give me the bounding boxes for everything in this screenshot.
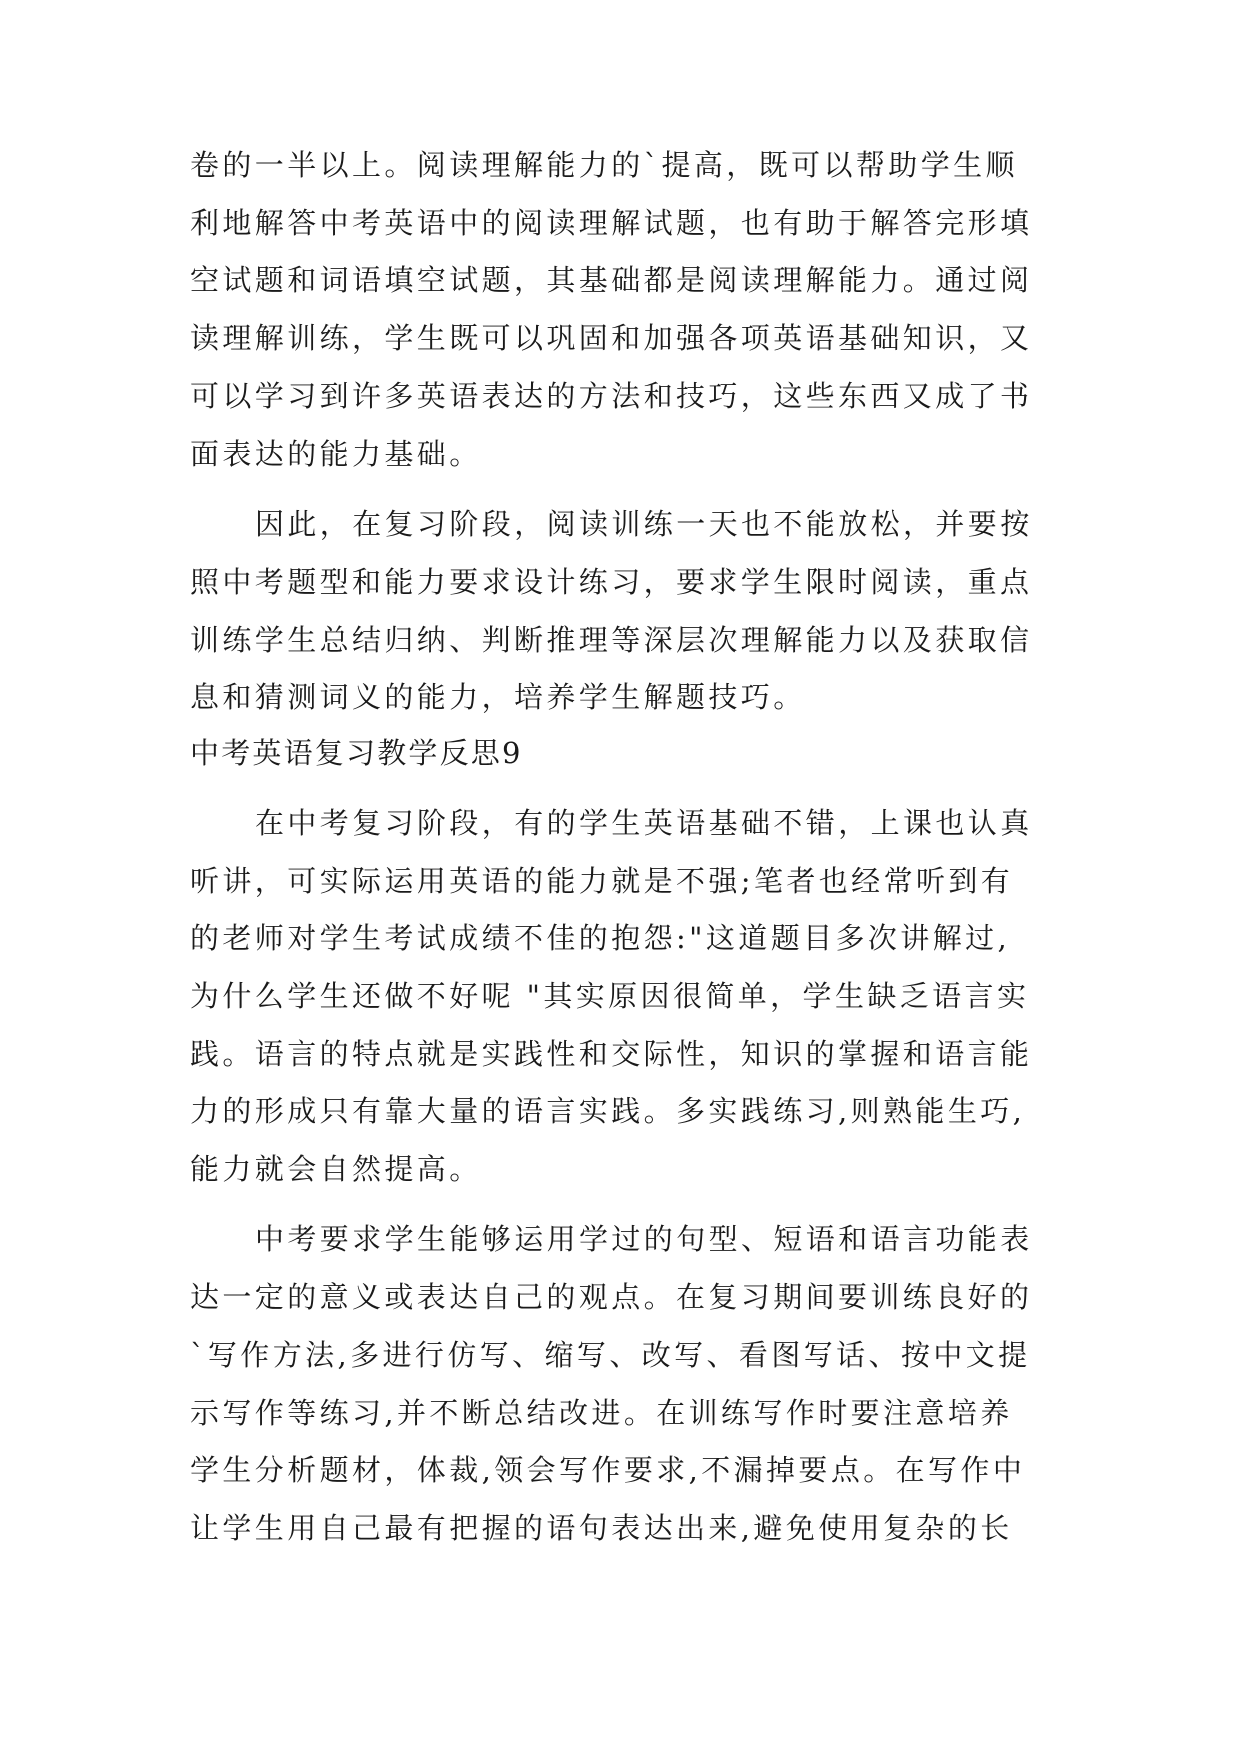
paragraph-3-line-2: 听讲，可实际运用英语的能力就是不强;笔者也经常听到有 <box>190 864 1014 898</box>
paragraph-1-line-3: 空试题和词语填空试题，其基础都是阅读理解能力。通过阅 <box>190 263 1033 297</box>
paragraph-3-line-3: 的老师对学生考试成绩不佳的抱怨:"这道题目多次讲解过, <box>190 921 1011 955</box>
paragraph-4-line-3: `写作方法,多进行仿写、缩写、改写、看图写话、按中文提 <box>190 1338 1031 1372</box>
paragraph-3-line-4: 为什么学生还做不好呢 "其实原因很简单，学生缺乏语言实 <box>190 979 1030 1013</box>
paragraph-4-line-1: 中考要求学生能够运用学过的句型、短语和语言功能表 <box>255 1222 1033 1256</box>
paragraph-3-line-6: 力的形成只有靠大量的语言实践。多实践练习,则熟能生巧, <box>190 1094 1026 1128</box>
paragraph-2-line-1: 因此，在复习阶段，阅读训练一天也不能放松，并要按 <box>255 507 1033 541</box>
paragraph-1-line-6: 面表达的能力基础。 <box>190 437 482 471</box>
paragraph-4-line-4: 示写作等练习,并不断总结改进。在训练写作时要注意培养 <box>190 1396 1013 1430</box>
section-heading: 中考英语复习教学反思9 <box>190 736 523 770</box>
paragraph-4-line-6: 让学生用自己最有把握的语句表达出来,避免使用复杂的长 <box>190 1511 1013 1545</box>
paragraph-4-line-5: 学生分析题材，体裁,领会写作要求,不漏掉要点。在写作中 <box>190 1453 1026 1487</box>
paragraph-3-line-7: 能力就会自然提高。 <box>190 1152 482 1186</box>
paragraph-4-line-2: 达一定的意义或表达自己的观点。在复习期间要训练良好的 <box>190 1280 1033 1314</box>
paragraph-1-line-5: 可以学习到许多英语表达的方法和技巧，这些东西又成了书 <box>190 379 1033 413</box>
paragraph-1-line-2: 利地解答中考英语中的阅读理解试题，也有助于解答完形填 <box>190 206 1033 240</box>
paragraph-3-line-5: 践。语言的特点就是实践性和交际性，知识的掌握和语言能 <box>190 1037 1033 1071</box>
paragraph-3-line-1: 在中考复习阶段，有的学生英语基础不错，上课也认真 <box>255 806 1033 840</box>
paragraph-2-line-4: 息和猜测词义的能力，培养学生解题技巧。 <box>190 680 806 714</box>
paragraph-1-line-1: 卷的一半以上。阅读理解能力的`提高，既可以帮助学生顺 <box>190 148 1018 182</box>
paragraph-1-line-4: 读理解训练，学生既可以巩固和加强各项英语基础知识，又 <box>190 321 1033 355</box>
paragraph-2-line-3: 训练学生总结归纳、判断推理等深层次理解能力以及获取信 <box>190 623 1033 657</box>
paragraph-2-line-2: 照中考题型和能力要求设计练习，要求学生限时阅读，重点 <box>190 565 1033 599</box>
